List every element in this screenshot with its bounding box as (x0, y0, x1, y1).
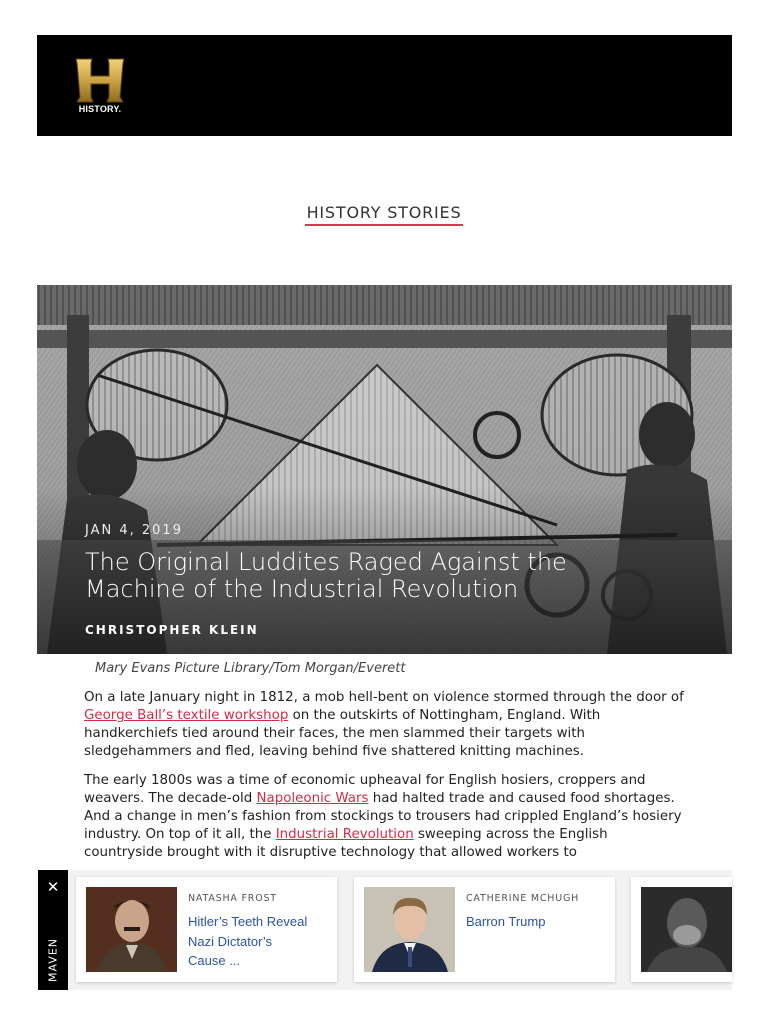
card-title[interactable]: Hitler’s Teeth Reveal Nazi Dictator’s Cause ... (188, 914, 308, 968)
portrait-image (641, 887, 732, 972)
industrial-revolution-link[interactable]: Industrial Revolution (275, 827, 414, 842)
history-logo-icon (70, 57, 130, 105)
article-paragraph (84, 772, 684, 862)
article-author[interactable]: CHRISTOPHER KLEIN (85, 623, 259, 637)
article-body (84, 689, 684, 873)
card-thumbnail (364, 887, 455, 972)
image-caption: Mary Evans Picture Library/Tom Morgan/Everett (95, 661, 406, 676)
paragraph-text: sweeping across the English countryside brought with it disruptive technology that allowed workers to (84, 827, 608, 860)
site-header (37, 35, 732, 136)
portrait-image (86, 887, 177, 972)
napoleonic-wars-link[interactable]: Napoleonic Wars (256, 791, 369, 806)
rail-card[interactable] (354, 877, 615, 982)
hero-image (37, 285, 732, 654)
card-author: NATASHA FROST (188, 893, 277, 904)
card-author: CATHERINE MCHUGH (466, 893, 580, 904)
history-logo[interactable] (70, 57, 130, 119)
paragraph-text: The early 1800s was a time of economic upheaval for English hosiers, croppers and weavers. The decade-old (84, 773, 646, 806)
article-paragraph (84, 689, 684, 761)
paragraph-text: on the outskirts of Nottingham, England. With handkerchiefs tied around their faces, the men slammed their targets with sledgehammers and fled, leaving behind five shattered knitting machines. (84, 708, 601, 759)
portrait-image (364, 887, 455, 972)
close-icon[interactable]: ✕ (46, 878, 60, 896)
rail-card[interactable] (76, 877, 337, 982)
paragraph-text: had halted trade and caused food shortages. And a change in men’s fashion from stockings to trousers had crippled England’s hosiery industry. On top of it all, the (84, 791, 682, 842)
george-ball-link[interactable]: George Ball’s textile workshop (84, 708, 289, 723)
card-thumbnail (86, 887, 177, 972)
maven-tab (38, 870, 68, 990)
card-thumbnail (641, 887, 732, 972)
article-date: JAN 4, 2019 (85, 523, 183, 538)
section-title-text[interactable]: HISTORY STORIES (305, 203, 464, 226)
logo-wordmark: HISTORY. (78, 104, 122, 114)
article-title: The Original Luddites Raged Against the Machine of the Industrial Revolution (85, 548, 567, 603)
paragraph-text: On a late January night in 1812, a mob hell-bent on violence stormed through the door of (84, 690, 684, 705)
maven-label: MAVEN (46, 937, 60, 983)
section-title (0, 203, 768, 226)
card-title[interactable]: Barron Trump (466, 914, 546, 929)
rail-card[interactable] (631, 877, 732, 982)
